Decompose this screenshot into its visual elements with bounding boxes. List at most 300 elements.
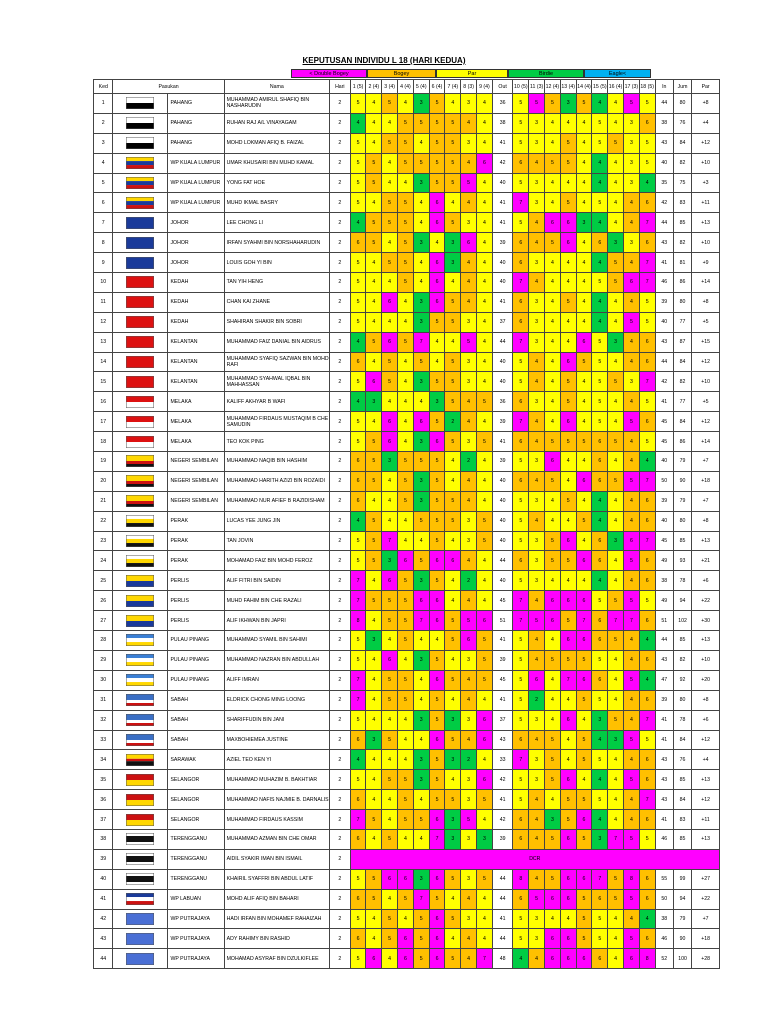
score-cell: 5	[398, 770, 414, 790]
score-cell: 6	[350, 452, 366, 472]
table-row	[94, 452, 720, 472]
score-cell: 4	[513, 949, 529, 969]
state-flag-icon	[126, 535, 154, 547]
score-cell: 4	[623, 253, 639, 273]
out-total-cell: 40	[492, 253, 513, 273]
flag-cell	[113, 173, 168, 193]
score-cell: 6	[350, 889, 366, 909]
score-cell: 5	[545, 551, 561, 571]
score-cell: 6	[560, 531, 576, 551]
score-cell: 5	[513, 690, 529, 710]
out-total-cell: 44	[492, 889, 513, 909]
score-cell: 4	[461, 929, 477, 949]
flag-cell	[113, 849, 168, 869]
score-cell: 4	[623, 452, 639, 472]
table-row	[94, 929, 720, 949]
score-cell: 6	[413, 591, 429, 611]
score-cell: 5	[639, 392, 655, 412]
score-cell: 3	[529, 710, 545, 730]
score-cell: 6	[477, 611, 493, 631]
score-cell: 3	[608, 233, 624, 253]
team-cell: MELAKA	[168, 392, 224, 412]
score-cell: 7	[639, 710, 655, 730]
score-cell: 6	[560, 233, 576, 253]
score-cell: 4	[639, 173, 655, 193]
state-flag-icon	[126, 117, 154, 129]
score-cell: 5	[429, 790, 445, 810]
legend-item: Bogey	[367, 69, 436, 78]
score-cell: 6	[429, 193, 445, 213]
score-cell: 7	[513, 591, 529, 611]
score-cell: 4	[366, 929, 382, 949]
team-cell: SELANGOR	[168, 790, 224, 810]
score-cell: 4	[529, 352, 545, 372]
score-cell: 4	[398, 750, 414, 770]
score-cell: 3	[592, 710, 608, 730]
score-cell: 4	[398, 352, 414, 372]
score-cell: 3	[445, 829, 461, 849]
score-cell: 4	[529, 829, 545, 849]
to-par-cell: +12	[692, 412, 720, 432]
score-cell: 4	[592, 253, 608, 273]
score-cell: 4	[545, 710, 561, 730]
score-cell: 5	[398, 690, 414, 710]
score-cell: 5	[639, 133, 655, 153]
team-cell: SABAH	[168, 710, 224, 730]
score-cell: 5	[545, 650, 561, 670]
flag-cell	[113, 571, 168, 591]
out-total-cell: 40	[492, 352, 513, 372]
score-cell: 5	[429, 650, 445, 670]
to-par-cell: +21	[692, 551, 720, 571]
score-cell: 4	[477, 352, 493, 372]
score-cell: 4	[477, 312, 493, 332]
name-cell: MUHD IKMAL BASRY	[224, 193, 329, 213]
score-cell: 5	[382, 253, 398, 273]
score-cell: 4	[623, 790, 639, 810]
score-cell: 4	[623, 571, 639, 591]
team-cell: WP PUTRAJAYA	[168, 949, 224, 969]
score-cell: 4	[461, 690, 477, 710]
score-cell: 4	[608, 949, 624, 969]
score-cell: 5	[513, 213, 529, 233]
score-cell: 6	[623, 531, 639, 551]
score-cell: 4	[639, 670, 655, 690]
to-par-cell: +12	[692, 133, 720, 153]
score-cell: 4	[608, 292, 624, 312]
score-cell: 4	[477, 591, 493, 611]
state-flag-icon	[126, 316, 154, 328]
out-total-cell: 44	[492, 869, 513, 889]
score-cell: 5	[398, 273, 414, 293]
header-hole: 16 (4)	[608, 80, 624, 94]
flag-cell	[113, 491, 168, 511]
out-total-cell: 42	[492, 770, 513, 790]
score-cell: 3	[413, 471, 429, 491]
score-cell: 4	[639, 631, 655, 651]
out-total-cell: 39	[492, 829, 513, 849]
rank-cell: 6	[94, 193, 113, 213]
in-total-cell: 45	[655, 412, 673, 432]
out-total-cell: 43	[492, 730, 513, 750]
score-cell: 5	[429, 690, 445, 710]
score-cell: 4	[529, 153, 545, 173]
rank-cell: 29	[94, 650, 113, 670]
score-cell: 6	[592, 631, 608, 651]
header-pasukan: Pasukan	[113, 80, 224, 94]
score-cell: 5	[576, 730, 592, 750]
score-cell: 5	[576, 511, 592, 531]
in-total-cell: 52	[655, 949, 673, 969]
score-cell: 4	[608, 352, 624, 372]
day-cell: 2	[330, 730, 351, 750]
score-cell: 5	[350, 173, 366, 193]
score-cell: 6	[639, 491, 655, 511]
score-cell: 3	[461, 650, 477, 670]
state-flag-icon	[126, 177, 154, 189]
score-cell: 3	[529, 929, 545, 949]
name-cell: MUHAMMAD AMIRUL SHAFIQ BIN NASHARUDIN	[224, 94, 329, 114]
score-cell: 5	[576, 929, 592, 949]
score-cell: 5	[576, 909, 592, 929]
score-cell: 4	[461, 292, 477, 312]
score-cell: 4	[382, 511, 398, 531]
out-total-cell: 40	[492, 471, 513, 491]
score-cell: 6	[639, 929, 655, 949]
score-cell: 6	[639, 551, 655, 571]
header-hole: 7 (4)	[445, 80, 461, 94]
name-cell: ALIFF IMRAN	[224, 670, 329, 690]
score-cell: 5	[623, 670, 639, 690]
score-cell: 4	[477, 292, 493, 312]
score-cell: 6	[576, 869, 592, 889]
to-par-cell: +10	[692, 153, 720, 173]
table-row	[94, 213, 720, 233]
score-cell: 4	[608, 491, 624, 511]
state-flag-icon	[126, 356, 154, 368]
score-cell: 5	[477, 631, 493, 651]
score-cell: 5	[350, 770, 366, 790]
gross-total-cell: 84	[673, 730, 691, 750]
score-cell: 5	[445, 909, 461, 929]
score-cell: 4	[477, 889, 493, 909]
header-par: Par	[692, 80, 720, 94]
score-cell: 5	[398, 591, 414, 611]
table-row	[94, 511, 720, 531]
gross-total-cell: 85	[673, 631, 691, 651]
day-cell: 2	[330, 332, 351, 352]
score-cell: 5	[366, 452, 382, 472]
score-cell: 6	[513, 233, 529, 253]
score-cell: 4	[560, 273, 576, 293]
score-cell: 4	[529, 730, 545, 750]
out-total-cell: 44	[492, 551, 513, 571]
score-cell: 3	[529, 292, 545, 312]
team-cell: SARAWAK	[168, 750, 224, 770]
score-cell: 5	[366, 511, 382, 531]
to-par-cell: +8	[692, 511, 720, 531]
score-cell: 5	[513, 511, 529, 531]
score-cell: 3	[461, 372, 477, 392]
legend-item: < Double Bogey	[291, 69, 367, 78]
header-hole: 10 (5)	[513, 80, 529, 94]
score-cell: 5	[623, 889, 639, 909]
flag-cell	[113, 869, 168, 889]
score-cell: 4	[477, 491, 493, 511]
out-total-cell: 45	[492, 591, 513, 611]
score-cell: 5	[382, 909, 398, 929]
score-cell: 4	[477, 452, 493, 472]
to-par-cell: +11	[692, 193, 720, 213]
score-cell: 4	[623, 511, 639, 531]
rank-cell: 22	[94, 511, 113, 531]
score-cell: 5	[461, 810, 477, 830]
state-flag-icon	[126, 853, 154, 865]
score-cell: 6	[429, 292, 445, 312]
state-flag-icon	[126, 555, 154, 567]
score-cell: 4	[366, 491, 382, 511]
score-cell: 4	[545, 670, 561, 690]
in-total-cell: 46	[655, 829, 673, 849]
table-row	[94, 332, 720, 352]
in-total-cell: 42	[655, 372, 673, 392]
flag-cell	[113, 412, 168, 432]
score-cell: 3	[529, 113, 545, 133]
score-cell: 5	[513, 770, 529, 790]
score-cell: 4	[382, 631, 398, 651]
score-cell: 3	[529, 312, 545, 332]
score-cell: 4	[445, 770, 461, 790]
score-cell: 4	[545, 412, 561, 432]
score-cell: 3	[529, 531, 545, 551]
flag-cell	[113, 690, 168, 710]
flag-cell	[113, 531, 168, 551]
out-total-cell: 41	[492, 790, 513, 810]
name-cell: MUHD FAHIM BIN CHE RAZALI	[224, 591, 329, 611]
in-total-cell: 44	[655, 94, 673, 114]
name-cell: RUHAN RAJ A/L VINAYAGAM	[224, 113, 329, 133]
to-par-cell: +6	[692, 710, 720, 730]
rank-cell: 43	[94, 929, 113, 949]
score-cell: 6	[513, 292, 529, 312]
score-cell: 6	[429, 213, 445, 233]
score-cell: 4	[576, 770, 592, 790]
gross-total-cell: 100	[673, 949, 691, 969]
score-cell: 4	[477, 690, 493, 710]
rank-cell: 34	[94, 750, 113, 770]
to-par-cell: +20	[692, 670, 720, 690]
score-cell: 6	[429, 551, 445, 571]
gross-total-cell: 77	[673, 312, 691, 332]
rank-cell: 10	[94, 273, 113, 293]
name-cell: YONG FAT HOE	[224, 173, 329, 193]
score-cell: 6	[639, 511, 655, 531]
flag-cell	[113, 929, 168, 949]
score-cell: 5	[350, 133, 366, 153]
score-cell: 7	[429, 829, 445, 849]
score-cell: 4	[413, 193, 429, 213]
name-cell: ALIF FITRI BIN SAIDIN	[224, 571, 329, 591]
score-cell: 3	[608, 531, 624, 551]
score-cell: 5	[560, 650, 576, 670]
score-cell: 3	[623, 153, 639, 173]
score-cell: 4	[545, 511, 561, 531]
name-cell: SHAHIRAN SHAKIR BIN SOBRI	[224, 312, 329, 332]
gross-total-cell: 85	[673, 531, 691, 551]
score-cell: 6	[350, 829, 366, 849]
flag-cell	[113, 790, 168, 810]
score-cell: 5	[445, 292, 461, 312]
score-cell: 5	[639, 730, 655, 750]
team-cell: KEDAH	[168, 312, 224, 332]
name-cell: UMAR KHUSAIRI BIN MUHD KAMAL	[224, 153, 329, 173]
score-cell: 5	[445, 511, 461, 531]
flag-cell	[113, 312, 168, 332]
score-cell: 5	[576, 94, 592, 114]
score-cell: 6	[382, 412, 398, 432]
day-cell: 2	[330, 233, 351, 253]
rank-cell: 40	[94, 869, 113, 889]
day-cell: 2	[330, 273, 351, 293]
score-cell: 6	[513, 810, 529, 830]
rank-cell: 44	[94, 949, 113, 969]
gross-total-cell: 94	[673, 889, 691, 909]
rank-cell: 41	[94, 889, 113, 909]
score-cell: 5	[513, 491, 529, 511]
team-cell: PERLIS	[168, 571, 224, 591]
score-cell: 6	[429, 591, 445, 611]
score-cell: 2	[445, 412, 461, 432]
score-cell: 4	[461, 889, 477, 909]
out-total-cell: 51	[492, 611, 513, 631]
score-cell: 3	[413, 173, 429, 193]
score-cell: 4	[545, 292, 561, 312]
table-row	[94, 710, 720, 730]
flag-cell	[113, 750, 168, 770]
score-cell: 4	[445, 273, 461, 293]
score-cell: 5	[366, 332, 382, 352]
score-cell: 4	[576, 312, 592, 332]
score-cell: 5	[576, 750, 592, 770]
in-total-cell: 43	[655, 770, 673, 790]
rank-cell: 33	[94, 730, 113, 750]
score-cell: 6	[592, 611, 608, 631]
score-cell: 4	[529, 650, 545, 670]
score-cell: 6	[513, 432, 529, 452]
score-cell: 6	[560, 889, 576, 909]
score-cell: 5	[445, 790, 461, 810]
score-cell: 5	[608, 253, 624, 273]
score-cell: 6	[560, 352, 576, 372]
name-cell: TEO KOK PING	[224, 432, 329, 452]
score-cell: 5	[398, 452, 414, 472]
score-cell: 5	[366, 551, 382, 571]
score-cell: 7	[513, 273, 529, 293]
score-cell: 3	[461, 531, 477, 551]
score-cell: 4	[529, 591, 545, 611]
score-cell: 5	[398, 233, 414, 253]
gross-total-cell: 78	[673, 571, 691, 591]
score-cell: 3	[445, 710, 461, 730]
score-cell: 4	[461, 153, 477, 173]
score-cell: 4	[592, 213, 608, 233]
score-cell: 4	[477, 332, 493, 352]
score-cell: 4	[413, 392, 429, 412]
team-cell: SABAH	[168, 690, 224, 710]
score-cell: 5	[398, 193, 414, 213]
score-cell: 4	[366, 690, 382, 710]
out-total-cell: 39	[492, 412, 513, 432]
gross-total-cell: 80	[673, 292, 691, 312]
score-cell: 5	[413, 949, 429, 969]
score-cell: 4	[608, 193, 624, 213]
score-cell: 5	[398, 790, 414, 810]
score-cell: 5	[445, 133, 461, 153]
gross-total-cell: 85	[673, 770, 691, 790]
score-cell: 4	[560, 471, 576, 491]
name-cell: ELDRICK CHONG MING LOONG	[224, 690, 329, 710]
score-cell: 4	[560, 312, 576, 332]
score-cell: 6	[429, 929, 445, 949]
score-cell: 5	[639, 94, 655, 114]
score-cell: 6	[513, 829, 529, 849]
day-cell: 2	[330, 133, 351, 153]
out-total-cell: 40	[492, 531, 513, 551]
rank-cell: 11	[94, 292, 113, 312]
score-cell: 5	[513, 571, 529, 591]
score-cell: 5	[608, 471, 624, 491]
score-cell: 5	[592, 133, 608, 153]
score-cell: 6	[350, 233, 366, 253]
score-cell: 5	[513, 710, 529, 730]
score-cell: 6	[398, 929, 414, 949]
score-cell: 5	[623, 929, 639, 949]
score-cell: 4	[545, 571, 561, 591]
score-cell: 4	[576, 193, 592, 213]
day-cell: 2	[330, 491, 351, 511]
score-cell: 4	[382, 233, 398, 253]
to-par-cell: +10	[692, 233, 720, 253]
results-table	[93, 79, 720, 969]
score-cell: 4	[366, 113, 382, 133]
day-cell: 2	[330, 790, 351, 810]
score-cell: 8	[639, 949, 655, 969]
score-cell: 3	[366, 730, 382, 750]
team-cell: PULAU PINANG	[168, 670, 224, 690]
to-par-cell: +28	[692, 949, 720, 969]
score-cell: 5	[398, 670, 414, 690]
score-cell: 5	[398, 133, 414, 153]
score-cell: 5	[513, 133, 529, 153]
state-flag-icon	[126, 416, 154, 428]
score-cell: 5	[513, 531, 529, 551]
score-cell: 3	[429, 392, 445, 412]
score-cell: 6	[592, 949, 608, 969]
out-total-cell: 45	[492, 670, 513, 690]
score-cell: 6	[545, 591, 561, 611]
out-total-cell: 40	[492, 173, 513, 193]
state-flag-icon	[126, 595, 154, 607]
day-cell: 2	[330, 312, 351, 332]
score-cell: 5	[639, 829, 655, 849]
score-cell: 5	[513, 631, 529, 651]
score-cell: 6	[429, 253, 445, 273]
gross-total-cell: 87	[673, 332, 691, 352]
score-cell: 4	[560, 173, 576, 193]
in-total-cell: 41	[655, 392, 673, 412]
score-cell: 4	[576, 133, 592, 153]
score-cell: 2	[461, 452, 477, 472]
